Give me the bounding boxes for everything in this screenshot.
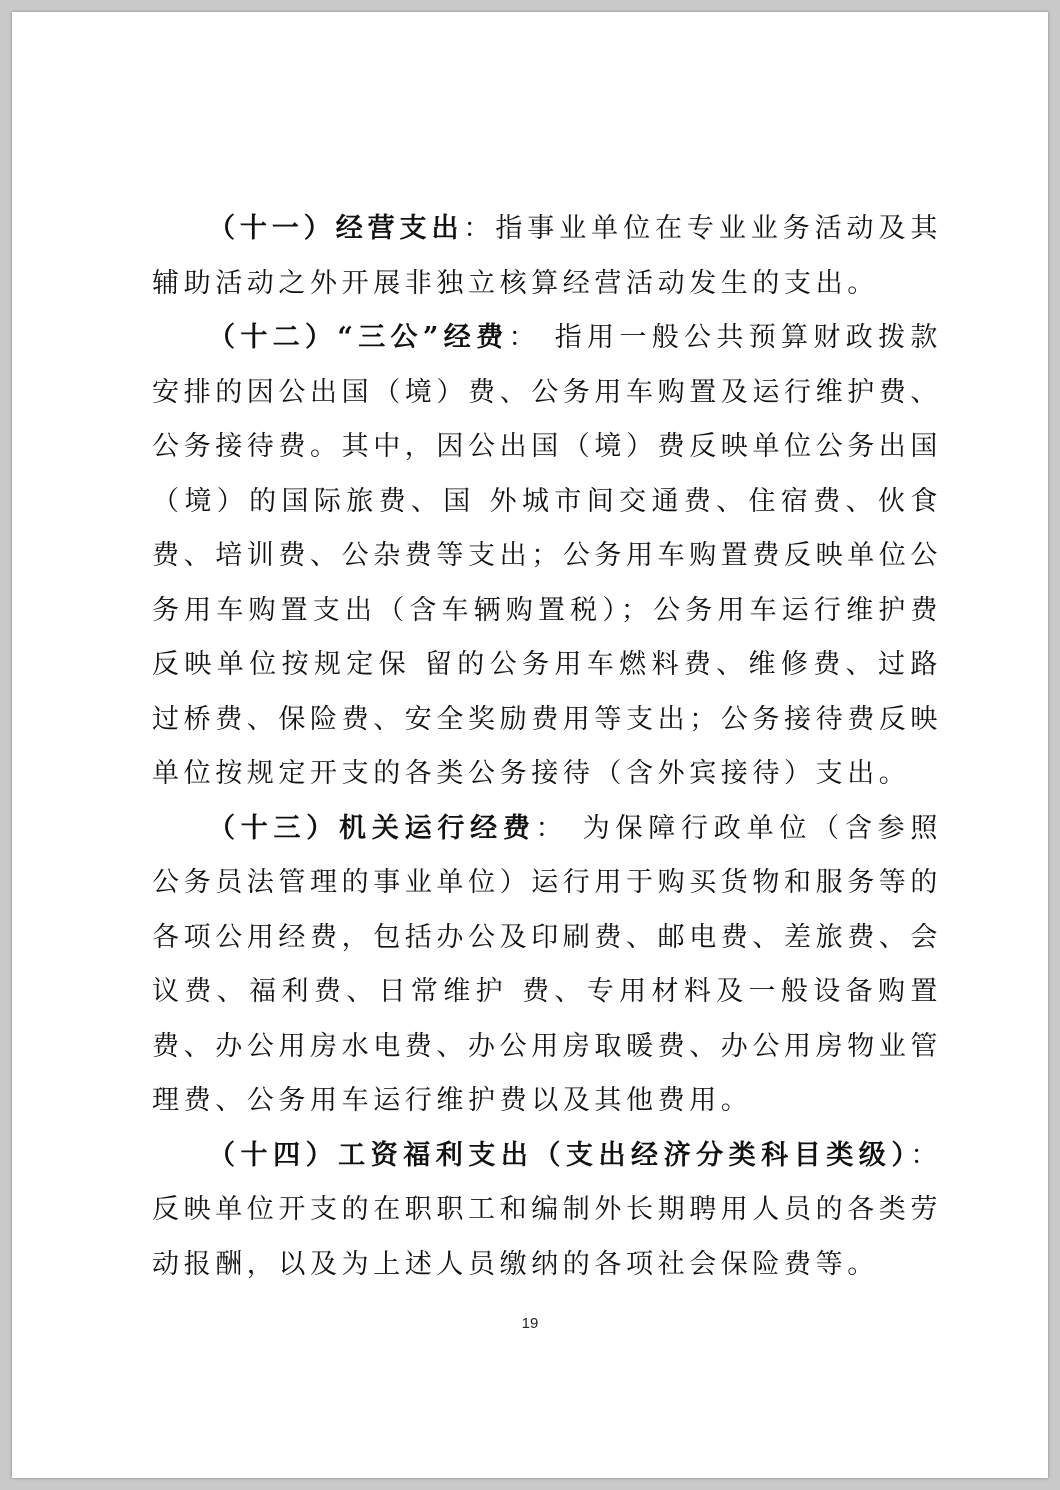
section-12-body: 指用一般公共预算财政拨款安排的因公出国（境）费、公务用车购置及运行维护费、公务接待费。其中，因公出国（境）费反映单位公务出国（境）的国际旅费、国 外城市间交通费、住宿费、伙食费、培训费、公杂费等支出；公务用车购置费反映单位公务用车购置支出（含车辆购置税）；公务用车运行维护费反映单位按规定保 留的公务用车燃料费、维修费、过路过桥费、保险费、安全奖励费用等支出；公务接待费反映单位按规定开支的各类公务接待（含外宾接待）支出。 xyxy=(152,322,943,789)
section-12-heading: （十二）“三公”经费 xyxy=(208,322,509,353)
section-13-heading: （十三）机关运行经费 xyxy=(208,812,536,844)
section-13-separator: ： xyxy=(535,812,583,844)
section-13 xyxy=(152,802,942,1129)
section-12 xyxy=(152,311,942,802)
section-14-heading: （十四）工资福利支出（支出经济分类科目类级） xyxy=(208,1139,911,1171)
section-11-body: 指事业单位在专业业务活动及其辅助活动之外开展非独立核算经营活动发生的支出。 xyxy=(152,213,942,299)
section-14-separator: ： xyxy=(910,1139,942,1171)
section-14 xyxy=(152,1129,942,1293)
section-11-separator: ： xyxy=(463,213,496,244)
section-11-heading: （十一）经营支出 xyxy=(208,213,464,244)
section-13-body: 为保障行政单位（含参照公务员法管理的事业单位）运行用于购买货物和服务等的各项公用经费，包括办公及印刷费、邮电费、差旅费、会议费、福利费、日常维护 费、专用材料及一般设备购置费、办公用房水电费、办公用房取暖费、办公用房物业管理费、公务用车运行维护费以及其他费用。 xyxy=(152,812,942,1116)
section-14-body: 反映单位开支的在职职工和编制外长期聘用人员的各类劳动报酬，以及为上述人员缴纳的各项社会保险费等。 xyxy=(152,1194,942,1280)
page-number: 19 xyxy=(521,1315,539,1332)
section-11 xyxy=(152,202,942,311)
section-12-separator: ： xyxy=(508,322,555,353)
document-page xyxy=(12,12,1048,1478)
body-text xyxy=(152,202,942,1292)
